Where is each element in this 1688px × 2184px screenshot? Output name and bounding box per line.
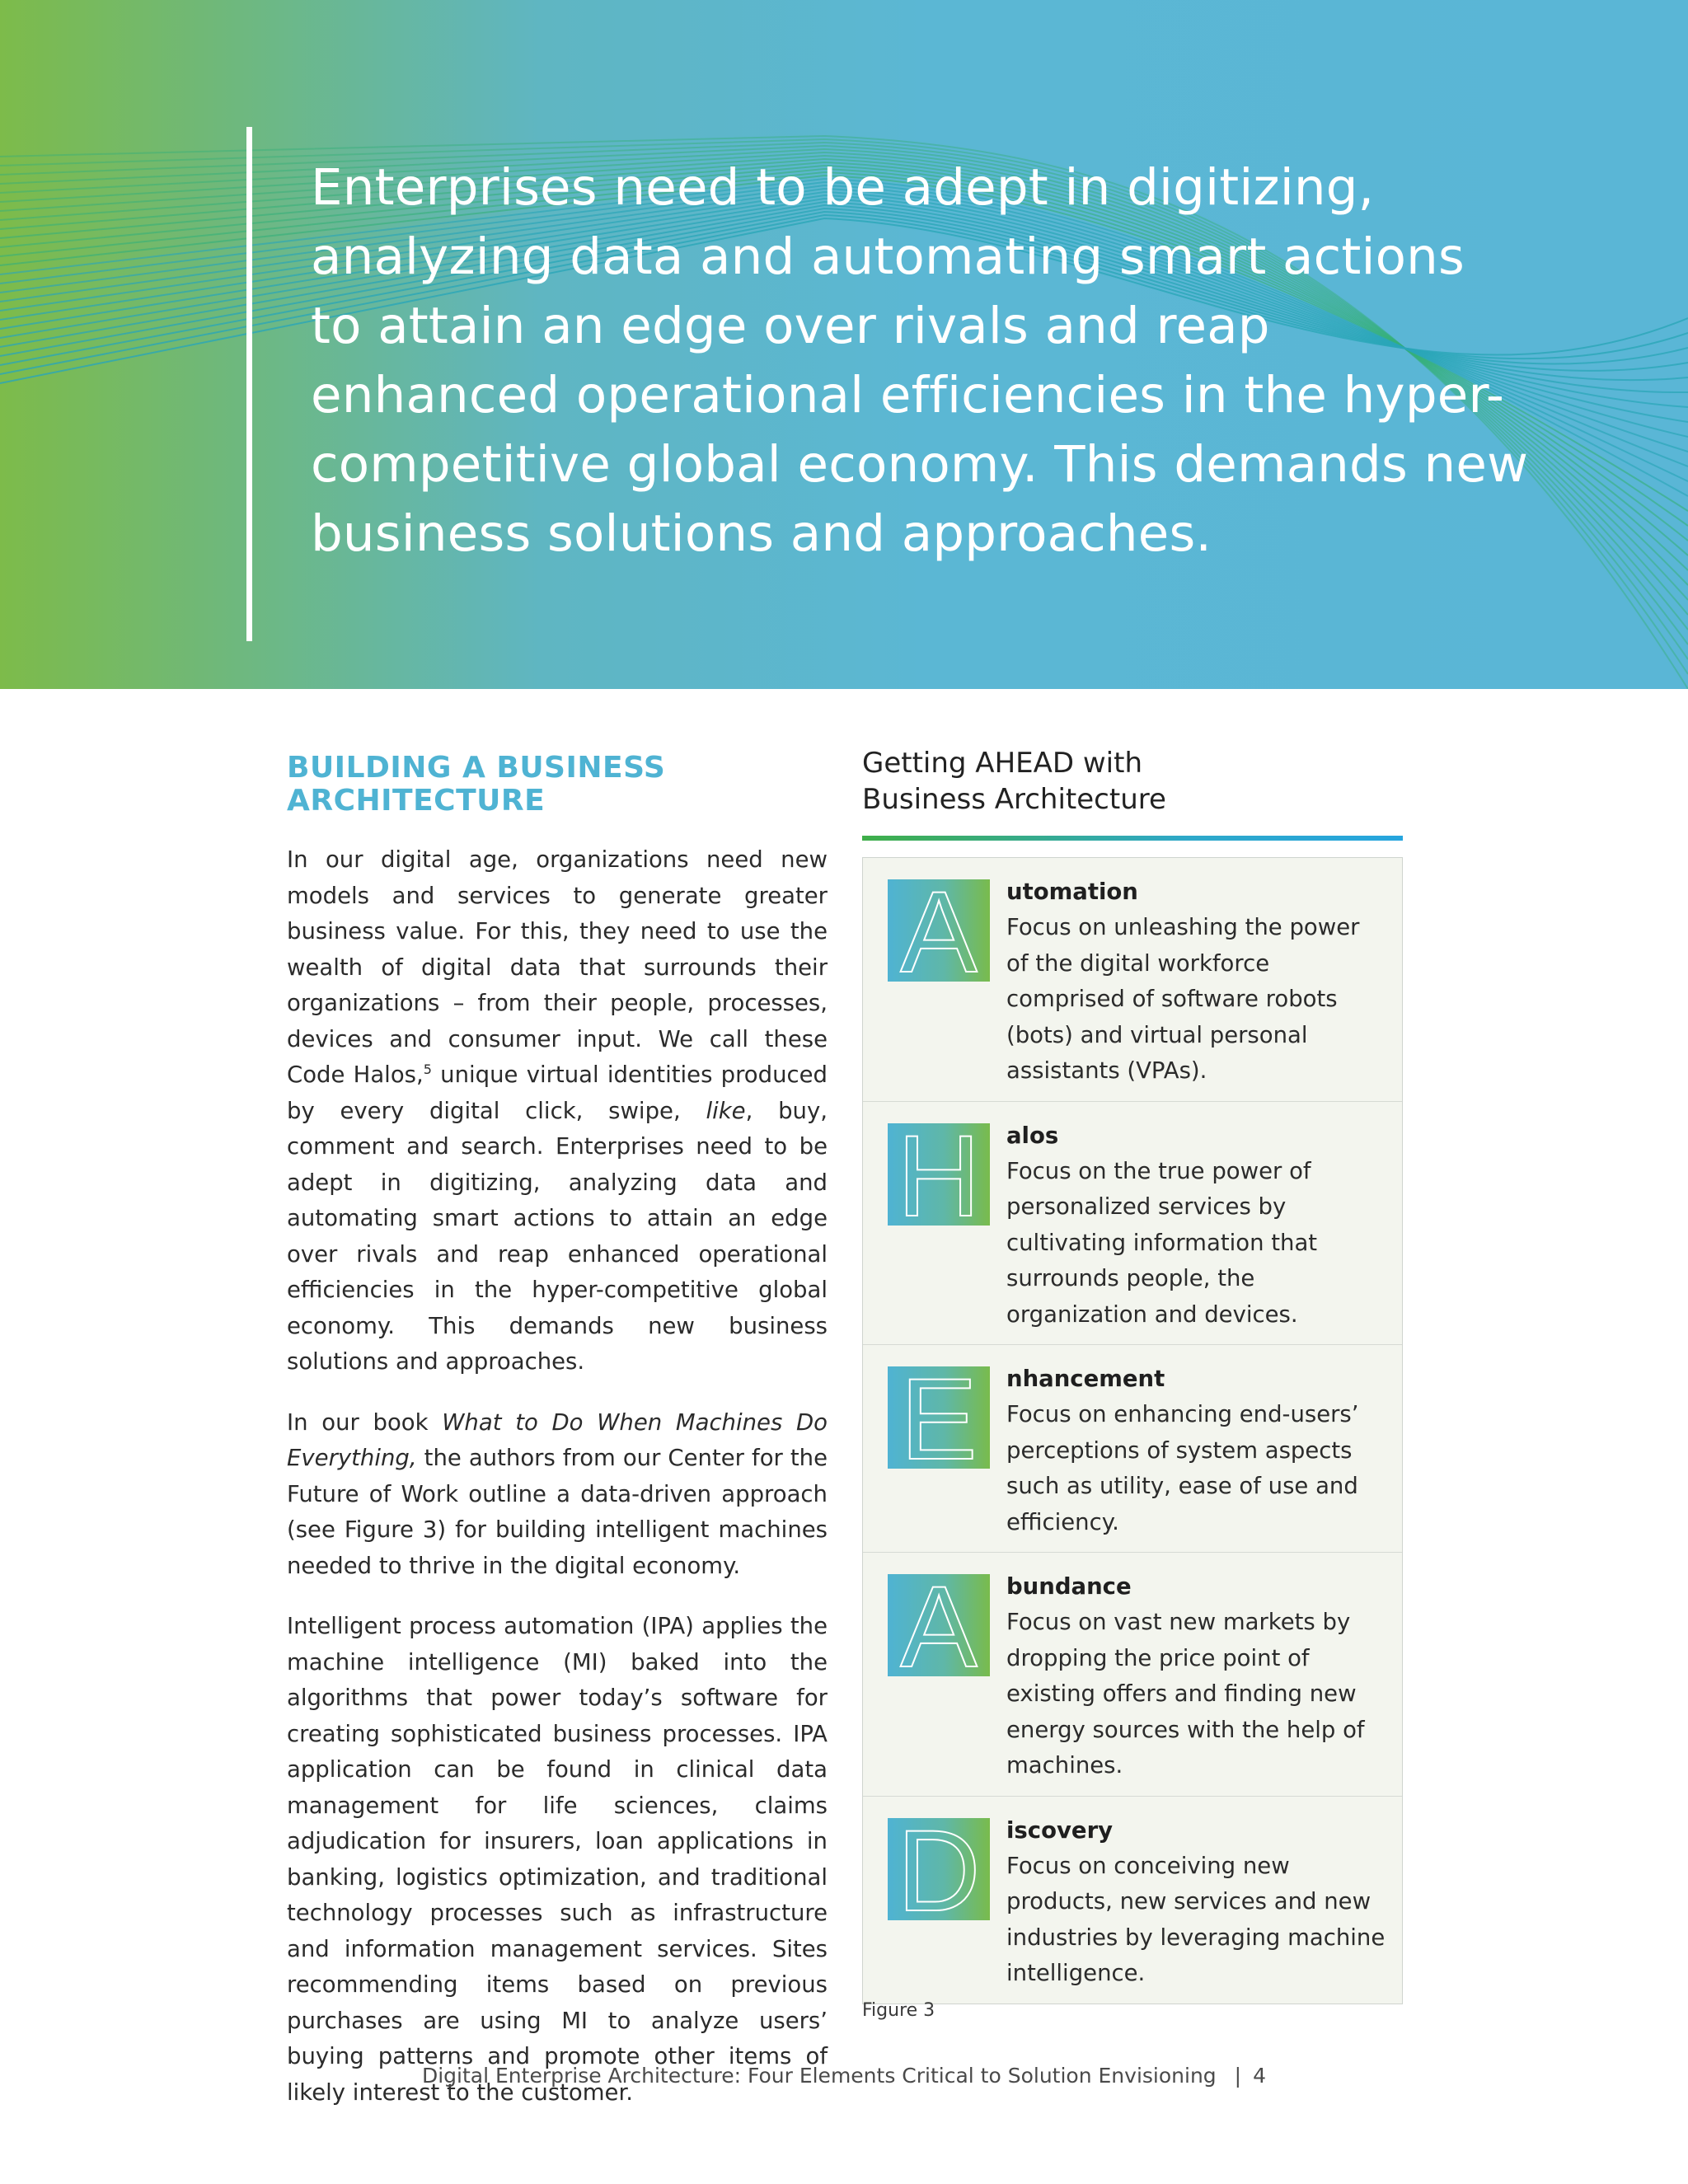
ahead-item-abundance — [863, 1552, 1402, 1796]
page-number: 4 — [1253, 2064, 1267, 2088]
ahead-item-discovery — [863, 1796, 1402, 2004]
letter-tile — [888, 1574, 990, 1676]
hero-banner — [0, 0, 1688, 689]
letter-e-icon — [888, 1366, 990, 1469]
section-heading: BUILDING A BUSINESS ARCHITECTURE — [287, 751, 666, 818]
footer-title: Digital Enterprise Architecture: Four Elements Critical to Solution Envisioning — [421, 2064, 1217, 2088]
paragraph-text: , buy, comment and search. Enterprises need to be adept in digitizing, analyzing data and automating smart actions to attain an edge over rivals and reap enhanced operational efficiencies in the hyper-competitive global economy. This demands new business solutions and approaches. — [287, 1097, 828, 1375]
figure-title — [862, 745, 1403, 818]
letter-tile — [888, 1366, 990, 1469]
pull-quote: Enterprises need to be adept in digitizing, analyzing data and automating smart actions to attain an edge over rivals and reap enhanced operational efficiencies in the hyper-competitive global economy. This demands new business solutions and approaches. — [311, 158, 1529, 563]
svg-text:D: D — [897, 1817, 981, 1920]
page-footer — [0, 2062, 1688, 2090]
letter-h-icon — [888, 1123, 990, 1226]
article-column — [287, 752, 828, 2135]
paragraph-italic: like — [706, 1097, 746, 1124]
paragraph-text: In our book — [287, 1408, 443, 1436]
ahead-item-automation — [863, 858, 1402, 1101]
article-paragraph-1 — [287, 842, 828, 1380]
paragraph-text: the authors from our Center for the Future of Work outline a data-driven approach (see Figure 3) for building intelligent machines needed to thrive in the digital economy. — [287, 1445, 828, 1579]
letter-tile — [888, 879, 990, 982]
figure-title-rule — [862, 836, 1403, 841]
book-title: What to Do When Machines Do Everything, — [287, 1408, 828, 1471]
item-heading: utomation — [1006, 879, 1138, 905]
letter-a-icon — [888, 879, 990, 982]
figure-ahead — [862, 745, 1403, 2004]
footer-separator: | — [1234, 2064, 1242, 2088]
item-heading: bundance — [1006, 1573, 1132, 1600]
item-description: Focus on conceiving new products, new services and new industries by leveraging machine intelligence. — [1006, 1852, 1386, 1986]
item-description: Focus on unleashing the power of the digital workforce comprised of software robots (bots) and virtual personal assistants (VPAs). — [1006, 914, 1360, 1084]
item-description: Focus on the true power of personalized services by cultivating information that surrounds people, the organization and devices. — [1006, 1157, 1318, 1328]
figure-title-line: Business Architecture — [862, 783, 1166, 816]
paragraph-text: In our digital age, organizations need new models and services to generate greater business value. For this, they need to use the wealth of digital data that surrounds their organizations – from their people, processes, devices and consumer input. We call these Code Halos, — [287, 846, 828, 1088]
article-paragraph-2 — [287, 1405, 828, 1585]
pull-quote-bar — [246, 127, 252, 641]
item-heading: alos — [1006, 1122, 1059, 1149]
article-paragraph-3: Intelligent process automation (IPA) applies the machine intelligence (MI) baked into the algorithms that power today’s software for creating sophisticated business processes. IPA application can be found in clinical data management for life sciences, claims adjudication for insurers, loan applications in banking, logistics optimization, and traditional technology processes such as infrastructure and information management services. Sites recommending items based on previous purchases are using MI to analyze users’ buying patterns and promote other items of likely interest to the customer. — [287, 1613, 828, 2106]
ahead-panel — [862, 857, 1403, 2004]
svg-text:H: H — [897, 1122, 981, 1226]
item-heading: iscovery — [1006, 1816, 1114, 1844]
letter-tile — [888, 1818, 990, 1920]
figure-caption: Figure 3 — [862, 2000, 935, 2021]
svg-text:E: E — [900, 1366, 978, 1469]
footnote-marker: 5 — [423, 1061, 432, 1077]
item-description: Focus on enhancing end-users’ perceptions of system aspects such as utility, ease of use and efficiency. — [1006, 1401, 1359, 1535]
item-description: Focus on vast new markets by dropping the price point of existing offers and finding new energy sources with the help of machines. — [1006, 1609, 1365, 1779]
letter-tile — [888, 1123, 990, 1226]
letter-d-icon — [888, 1818, 990, 1920]
paragraph-text: unique virtual identities produced by every digital click, swipe, — [287, 1062, 828, 1124]
figure-title-line: Getting AHEAD with — [862, 747, 1142, 780]
ahead-item-enhancement — [863, 1344, 1402, 1552]
item-heading: nhancement — [1006, 1366, 1165, 1392]
letter-a-icon — [888, 1574, 990, 1676]
svg-text:A: A — [900, 1574, 978, 1676]
svg-text:A: A — [900, 879, 978, 982]
ahead-item-halos — [863, 1101, 1402, 1345]
